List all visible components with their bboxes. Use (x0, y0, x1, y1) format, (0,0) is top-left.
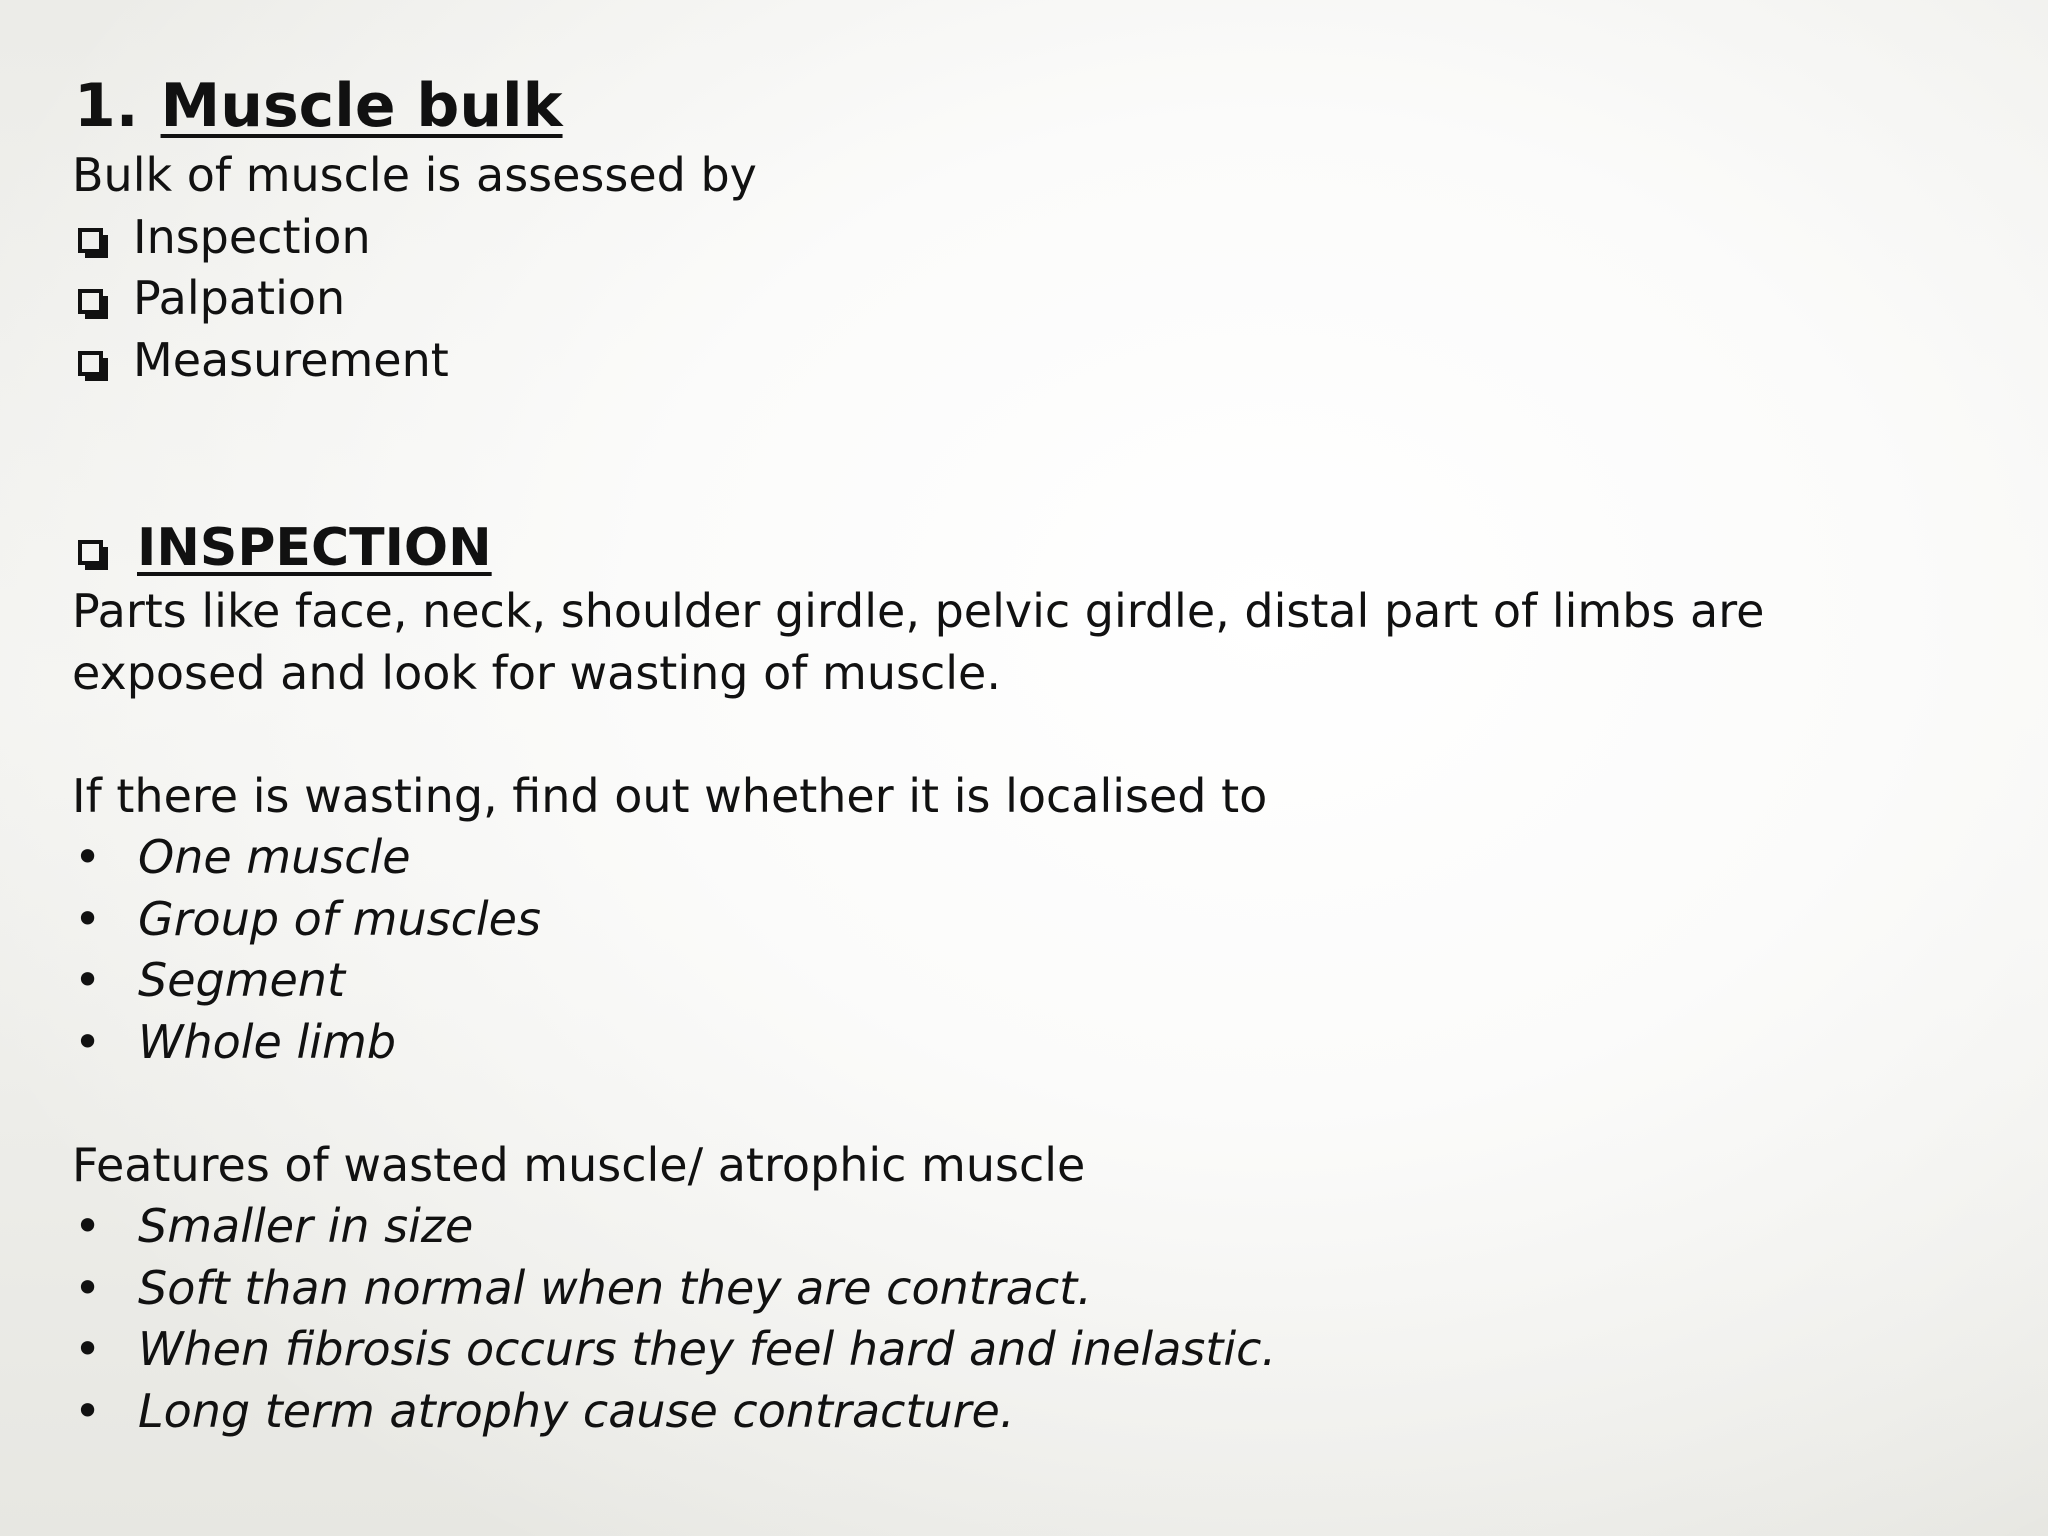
method-item (72, 268, 757, 330)
list-item-text: Group of muscles (138, 891, 541, 946)
method-item (72, 207, 757, 269)
wasting-lead: If there is wasting, find out whether it is localised to (72, 768, 1268, 823)
list-item (72, 1196, 1764, 1258)
slide-title (74, 66, 563, 146)
inspection-section (72, 517, 1764, 1442)
inspection-heading: INSPECTION (137, 518, 492, 579)
list-item (72, 950, 1764, 1012)
list-item (72, 1012, 1764, 1074)
bullet-icon: • (74, 891, 102, 946)
checkbox-icon (78, 540, 103, 565)
intro-lead: Bulk of muscle is assessed by (72, 148, 757, 202)
checkbox-icon (78, 351, 103, 376)
inspection-paragraph-line: Parts like face, neck, shoulder girdle, pelvic girdle, distal part of limbs are (72, 584, 1765, 638)
spacer (72, 704, 1764, 766)
bullet-icon: • (74, 1199, 102, 1253)
bullet-icon: • (74, 1014, 102, 1069)
list-item-text: One muscle (138, 830, 411, 884)
spacer (72, 1073, 1764, 1135)
method-label: Palpation (133, 271, 346, 325)
inspection-heading-row (72, 517, 1764, 581)
list-item (72, 1258, 1764, 1320)
bullet-icon: • (74, 1383, 102, 1438)
bullet-icon: • (74, 953, 102, 1007)
list-item-text: Smaller in size (138, 1199, 474, 1253)
list-item-text: Whole limb (138, 1014, 397, 1069)
method-label: Measurement (133, 332, 449, 387)
list-item-text: Segment (138, 953, 345, 1007)
method-item (72, 330, 757, 392)
list-item (72, 1319, 1764, 1381)
title-number: 1. (74, 71, 139, 141)
list-item-text: When fibrosis occurs they feel hard and inelastic. (138, 1322, 1277, 1376)
checkbox-icon (78, 289, 103, 314)
list-item (72, 1381, 1764, 1443)
inspection-paragraph-line: exposed and look for wasting of muscle. (72, 645, 1001, 700)
list-item-text: Soft than normal when they are contract. (138, 1260, 1092, 1315)
bullet-icon: • (74, 830, 102, 884)
bullet-icon: • (74, 1322, 102, 1376)
title-text: Muscle bulk (160, 71, 563, 141)
checkbox-icon (78, 228, 103, 253)
list-item (72, 827, 1764, 889)
bullet-icon: • (74, 1260, 102, 1315)
method-label: Inspection (133, 209, 371, 264)
list-item-text: Long term atrophy cause contracture. (138, 1383, 1015, 1438)
intro-section (72, 145, 757, 391)
list-item (72, 889, 1764, 951)
features-lead: Features of wasted muscle/ atrophic muscle (72, 1137, 1086, 1192)
